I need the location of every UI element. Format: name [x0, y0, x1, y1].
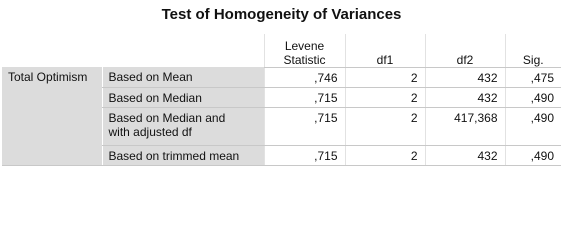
cell-levene: ,715: [264, 145, 345, 165]
cell-df2: 417,368: [425, 107, 505, 145]
row-label-based-on-trimmed-mean: Based on trimmed mean: [102, 145, 264, 165]
row-label-line1: Based on Median and: [108, 110, 226, 125]
cell-levene: ,715: [264, 87, 345, 107]
header-corner-left: [2, 34, 102, 67]
cell-sig: ,490: [505, 107, 561, 145]
header-levene-line2: Statistic: [283, 52, 326, 67]
cell-df1: 2: [345, 145, 425, 165]
group-label-total-optimism: Total Optimism: [2, 67, 102, 165]
table-row: [2, 67, 561, 87]
table-title: Test of Homogeneity of Variances: [161, 6, 402, 23]
cell-sig: ,490: [505, 145, 561, 165]
header-row: [2, 34, 561, 67]
header-df2: df2: [425, 34, 505, 67]
cell-df2: 432: [425, 67, 505, 87]
header-levene-statistic: [264, 34, 345, 67]
cell-sig: ,490: [505, 87, 561, 107]
row-label-based-on-median: Based on Median: [102, 87, 264, 107]
row-label-based-on-median-adjusted-df: [102, 107, 264, 145]
homogeneity-table: [2, 34, 561, 166]
cell-sig: ,475: [505, 67, 561, 87]
cell-df1: 2: [345, 67, 425, 87]
row-label-based-on-mean: Based on Mean: [102, 67, 264, 87]
row-label-line2: with adjusted df: [108, 124, 192, 139]
header-corner-right: [102, 34, 264, 67]
cell-df2: 432: [425, 145, 505, 165]
cell-levene: ,746: [264, 67, 345, 87]
cell-df1: 2: [345, 107, 425, 145]
cell-levene: ,715: [264, 107, 345, 145]
cell-df2: 432: [425, 87, 505, 107]
header-df1: df1: [345, 34, 425, 67]
cell-df1: 2: [345, 87, 425, 107]
header-levene-line1: Levene: [284, 38, 325, 53]
header-sig: Sig.: [505, 34, 561, 67]
